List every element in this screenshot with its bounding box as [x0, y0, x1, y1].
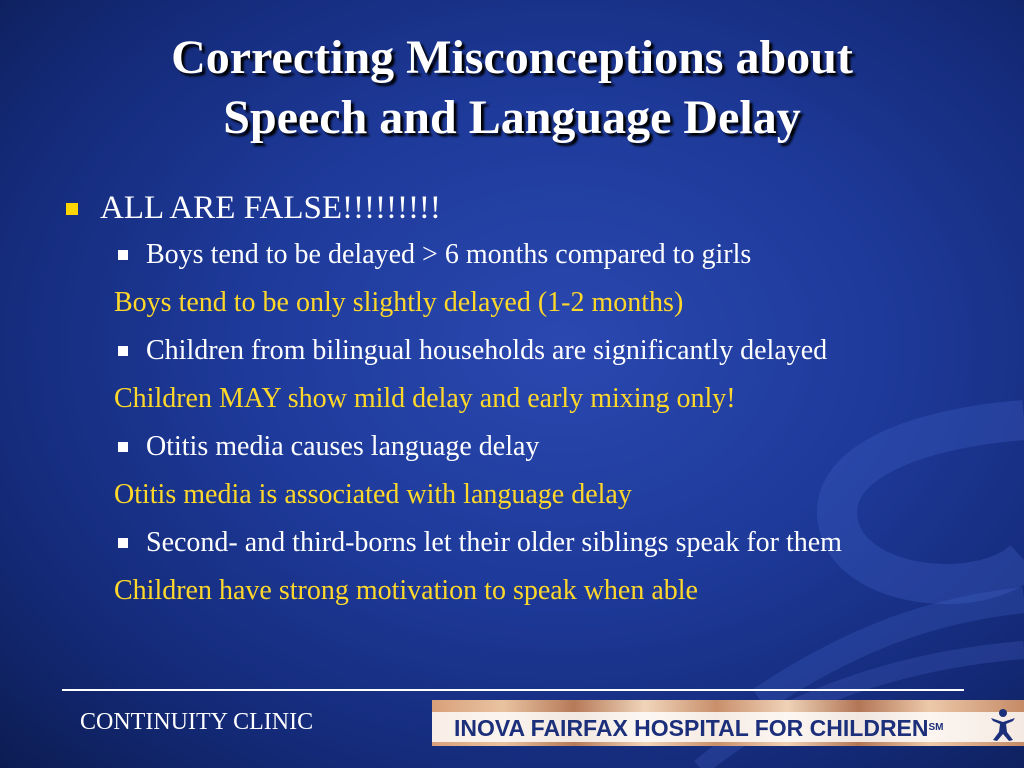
myth-text: Second- and third-borns let their older siblings speak for them	[146, 527, 842, 558]
square-bullet-icon	[118, 346, 128, 356]
main-bullet-item	[62, 188, 962, 228]
fact-text: Children MAY show mild delay and early mixing only!	[114, 383, 736, 414]
square-bullet-icon	[118, 538, 128, 548]
service-mark: SM	[928, 722, 944, 733]
footer-clinic-name: CONTINUITY CLINIC	[80, 709, 314, 735]
myth-item	[62, 330, 926, 372]
hospital-name	[454, 714, 944, 742]
square-bullet-icon	[66, 203, 78, 215]
title-line-1: Correcting Misconceptions about	[171, 31, 853, 84]
fact-text: Boys tend to be only slightly delayed (1-2 months)	[114, 287, 684, 318]
slide-content	[62, 188, 962, 618]
hospital-banner	[432, 700, 1024, 746]
hospital-name-text: INOVA FAIRFAX HOSPITAL FOR CHILDREN	[454, 715, 929, 741]
child-figure-icon	[988, 708, 1018, 742]
myth-text: Boys tend to be delayed > 6 months compared to girls	[146, 239, 752, 270]
footer-divider	[62, 689, 964, 691]
myth-text: Children from bilingual households are significantly delayed	[146, 335, 828, 366]
myth-item	[62, 522, 926, 564]
fact-text: Otitis media is associated with language delay	[114, 479, 632, 510]
myth-item	[62, 234, 926, 276]
slide-title	[0, 28, 1024, 148]
title-line-2: Speech and Language Delay	[223, 91, 801, 144]
square-bullet-icon	[118, 442, 128, 452]
square-bullet-icon	[118, 250, 128, 260]
fact-text: Children have strong motivation to speak when able	[114, 575, 698, 606]
main-bullet-text: ALL ARE FALSE!!!!!!!!!	[100, 190, 441, 226]
myth-item	[62, 426, 926, 468]
myth-text: Otitis media causes language delay	[146, 431, 540, 462]
